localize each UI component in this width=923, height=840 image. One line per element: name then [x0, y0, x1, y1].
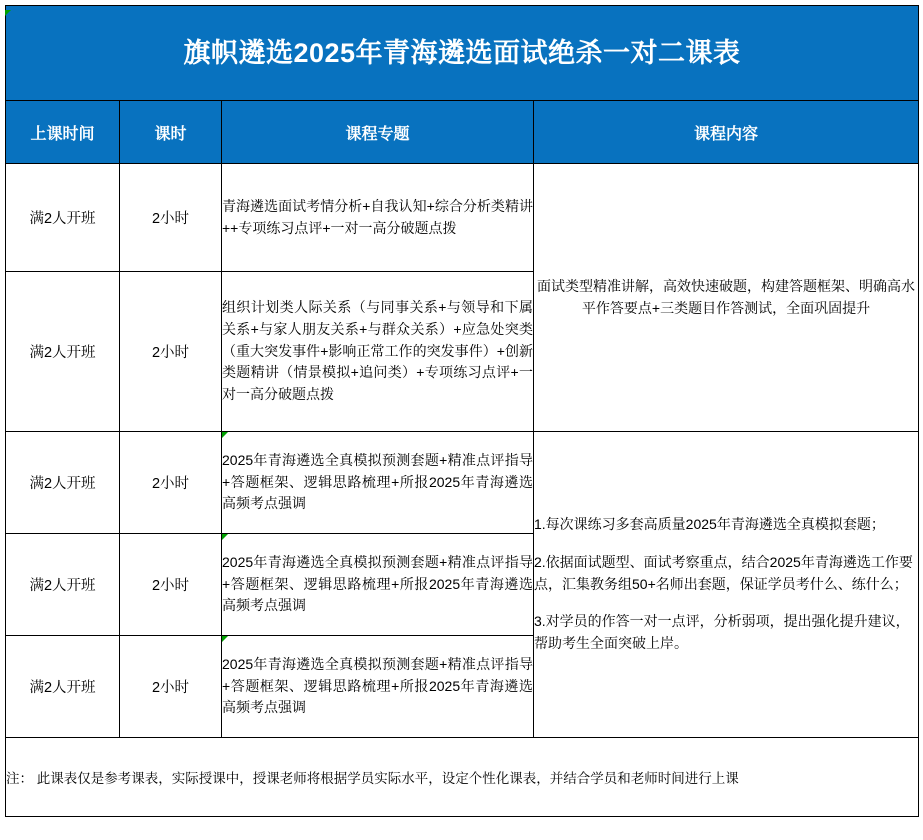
- cell-time: 满2人开班: [6, 534, 120, 636]
- column-header-hours: [120, 101, 222, 164]
- cell-topic-text: 2025年青海遴选全真模拟预测套题+精准点评指导+答题框架、逻辑思路梳理+所报2025年青海遴选高频考点强调: [222, 451, 533, 512]
- table-row: [6, 164, 919, 272]
- column-header-content: [534, 101, 919, 164]
- footer-note-row: [6, 738, 919, 817]
- cell-topic: 组织计划类人际关系（与同事关系+与领导和下属关系+与家人朋友关系+与群众关系）+应急处突类（重大突发事件+影响正常工作的突发事件）+创新类题精讲（情景模拟+追问类）+专项练习点评+一对一高分破题点拨: [222, 272, 534, 432]
- content-item-3: 3.对学员的作答一对一点评，分析弱项，提出强化提升建议，帮助考生全面突破上岸。: [534, 613, 910, 652]
- cell-topic: 青海遴选面试考情分析+自我认知+综合分析类精讲++专项练习点评+一对一高分破题点拨: [222, 164, 534, 272]
- table-row: [6, 432, 919, 534]
- content-item-1: 1.每次课练习多套高质量2025年青海遴选全真模拟套题；: [534, 516, 885, 533]
- cell-topic-text: 2025年青海遴选全真模拟预测套题+精准点评指导+答题框架、逻辑思路梳理+所报2025年青海遴选高频考点强调: [222, 655, 533, 716]
- column-header-hours-label: 课时: [154, 125, 187, 143]
- course-schedule-table: [5, 5, 919, 817]
- cell-time: 满2人开班: [6, 164, 120, 272]
- cell-hours: 2小时: [120, 636, 222, 738]
- column-header-topic-label: 课程专题: [345, 125, 410, 143]
- cell-hours: 2小时: [120, 164, 222, 272]
- comment-marker-icon: [222, 432, 228, 438]
- schedule-sheet: [0, 5, 923, 840]
- column-header-time: [6, 101, 120, 164]
- comment-marker-icon: [222, 636, 228, 642]
- cell-topic: [222, 636, 534, 738]
- cell-hours: 2小时: [120, 534, 222, 636]
- cell-time: 满2人开班: [6, 272, 120, 432]
- cell-content-block-b: [534, 432, 919, 738]
- content-item-2: 2.依据面试题型、面试考察重点，结合2025年青海遴选工作要点，汇集教务组50+名师出套题，保证学员考什么、练什么；: [534, 553, 913, 592]
- footer-note: 注： 此课表仅是参考课表，实际授课中，授课老师将根据学员实际水平，设定个性化课表，并结合学员和老师时间进行上课: [6, 738, 919, 817]
- cell-hours: 2小时: [120, 432, 222, 534]
- column-header-time-label: 上课时间: [30, 125, 95, 143]
- cell-topic-text: 2025年青海遴选全真模拟预测套题+精准点评指导+答题框架、逻辑思路梳理+所报2025年青海遴选高频考点强调: [222, 553, 533, 614]
- cell-content-block-a: 面试类型精准讲解，高效快速破题，构建答题框架、明确高水平作答要点+三类题目作答测试，全面巩固提升: [534, 164, 919, 432]
- cell-time: 满2人开班: [6, 636, 120, 738]
- title-banner: [6, 6, 919, 101]
- comment-marker-icon: [222, 534, 228, 540]
- cell-topic: [222, 534, 534, 636]
- cell-topic: [222, 432, 534, 534]
- column-header-content-label: 课程内容: [694, 125, 759, 143]
- cell-time: 满2人开班: [6, 432, 120, 534]
- column-header-topic: [222, 101, 534, 164]
- table-header-row: [6, 101, 919, 164]
- cell-hours: 2小时: [120, 272, 222, 432]
- title-row: [6, 6, 919, 101]
- page-title: 旗帜遴选2025年青海遴选面试绝杀一对二课表: [183, 37, 741, 68]
